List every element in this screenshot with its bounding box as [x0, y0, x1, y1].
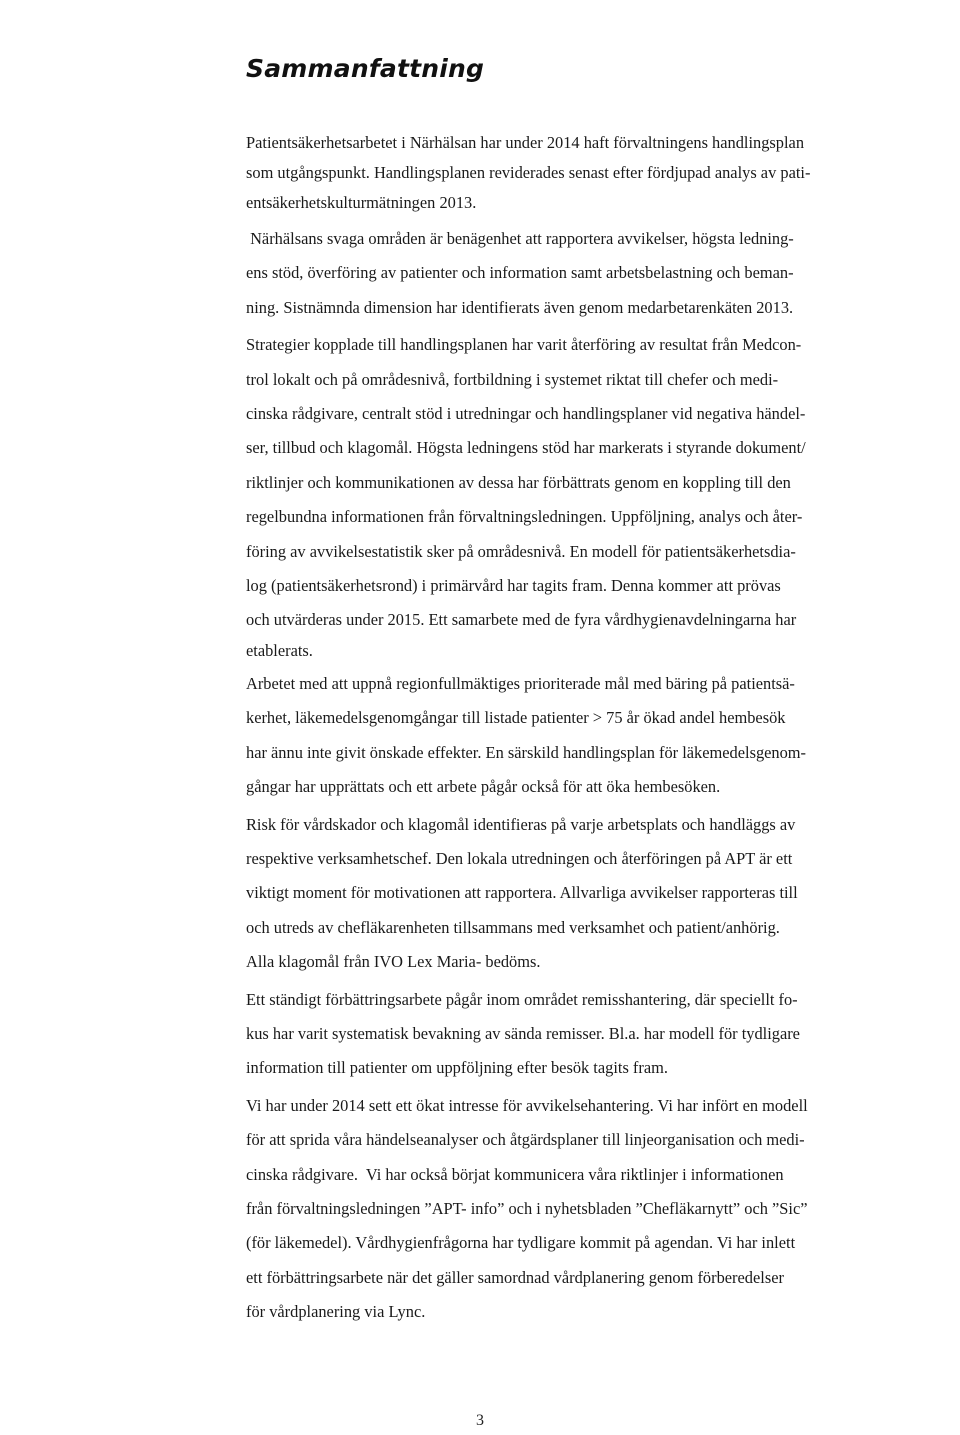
text-line: respektive verksamhetschef. Den lokala utredningen och återföringen på APT är ett	[246, 848, 793, 868]
paragraph-risk-complaints	[246, 808, 946, 980]
text-line: föring av avvikelsestatistik sker på områdesnivå. En modell för patientsäkerhetsdia-	[246, 541, 796, 561]
text-line: cinska rådgivare, centralt stöd i utredningar och handlingsplaner vid negativa händel-	[246, 404, 806, 424]
text-line: kerhet, läkemedelsgenomgångar till listade patienter > 75 år ökad andel hembesök	[246, 708, 786, 728]
paragraph-weak-areas	[246, 222, 946, 325]
text-line: cinska rådgivare. Vi har också börjat kommunicera våra riktlinjer i informationen	[246, 1164, 784, 1184]
summary-body	[246, 128, 946, 1333]
text-line: riktlinjer och kommunikationen av dessa har förbättrats genom en koppling till den	[246, 472, 791, 492]
text-line: från förvaltningsledningen ”APT- info” och i nyhetsbladen ”Chefläkarnytt” och ”Sic”	[246, 1198, 808, 1218]
text-line: gångar har upprättats och ett arbete pågår också för att öka hembesöken.	[246, 777, 721, 797]
paragraph-referrals	[246, 983, 946, 1086]
text-line: ning. Sistnämnda dimension har identifierats även genom medarbetarenkäten 2013.	[246, 297, 794, 317]
text-line: ens stöd, överföring av patienter och information samt arbetsbelastning och beman-	[246, 263, 794, 283]
text-line: Patientsäkerhetsarbetet i Närhälsan har under 2014 haft förvaltningens handlingsplan	[246, 133, 805, 152]
text-line: för vårdplanering via Lync.	[246, 1302, 426, 1322]
paragraph-medication-reviews	[246, 667, 946, 805]
paragraph-intro	[246, 128, 946, 218]
text-line: kus har varit systematisk bevakning av sända remisser. Bl.a. har modell för tydligare	[246, 1023, 800, 1043]
page-heading: Sammanfattning	[246, 54, 485, 83]
text-line: trol lokalt och på områdesnivå, fortbildning i systemet riktat till chefer och medi-	[246, 369, 779, 389]
text-line: och utreds av chefläkarenheten tillsammans med verksamhet och patient/anhörig.	[246, 917, 780, 937]
text-line: viktigt moment för motivationen att rapportera. Allvarliga avvikelser rapporteras till	[246, 883, 798, 903]
text-line: etablerats.	[246, 640, 313, 660]
text-line: Arbetet med att uppnå regionfullmäktiges prioriterade mål med bäring på patientsä-	[246, 673, 795, 693]
text-line: log (patientsäkerhetsrond) i primärvård har tagits fram. Denna kommer att prövas	[246, 576, 781, 596]
text-line: regelbundna informationen från förvaltningsledningen. Uppföljning, analys och åter-	[246, 507, 803, 527]
text-line: Strategier kopplade till handlingsplanen har varit återföring av resultat från Medcon-	[246, 335, 802, 355]
text-line: ser, tillbud och klagomål. Högsta ledningens stöd har markerats i styrande dokument/	[246, 438, 806, 458]
paragraph-2014-progress	[246, 1089, 946, 1330]
text-line: entsäkerhetskulturmätningen 2013.	[246, 193, 477, 212]
text-line: ett förbättringsarbete när det gäller samordnad vårdplanering genom förberedelser	[246, 1267, 784, 1287]
text-line: och utvärderas under 2015. Ett samarbete med de fyra vårdhygienavdelningarna har	[246, 610, 797, 630]
paragraph-strategies	[246, 328, 946, 664]
text-line: Ett ständigt förbättringsarbete pågår inom området remisshantering, där speciellt fo-	[246, 989, 798, 1009]
text-line: Risk för vårdskador och klagomål identifieras på varje arbetsplats och handläggs av	[246, 814, 796, 834]
text-line: har ännu inte givit önskade effekter. En särskild handlingsplan för läkemedelsgenom-	[246, 742, 807, 762]
text-line: information till patienter om uppföljning efter besök tagits fram.	[246, 1058, 668, 1078]
text-line: Närhälsans svaga områden är benägenhet att rapportera avvikelser, högsta ledning-	[246, 229, 794, 248]
text-line: som utgångspunkt. Handlingsplanen reviderades senast efter fördjupad analys av pati-	[246, 163, 811, 182]
text-line: Alla klagomål från IVO Lex Maria- bedöms.	[246, 952, 541, 972]
text-line: Vi har under 2014 sett ett ökat intresse för avvikelsehantering. Vi har infört en modell	[246, 1095, 808, 1115]
text-line: för att sprida våra händelseanalyser och åtgärdsplaner till linjeorganisation och medi-	[246, 1130, 805, 1150]
text-line: (för läkemedel). Vårdhygienfrågorna har tydligare kommit på agendan. Vi har inlett	[246, 1233, 796, 1253]
page-number: 3	[476, 1412, 484, 1429]
